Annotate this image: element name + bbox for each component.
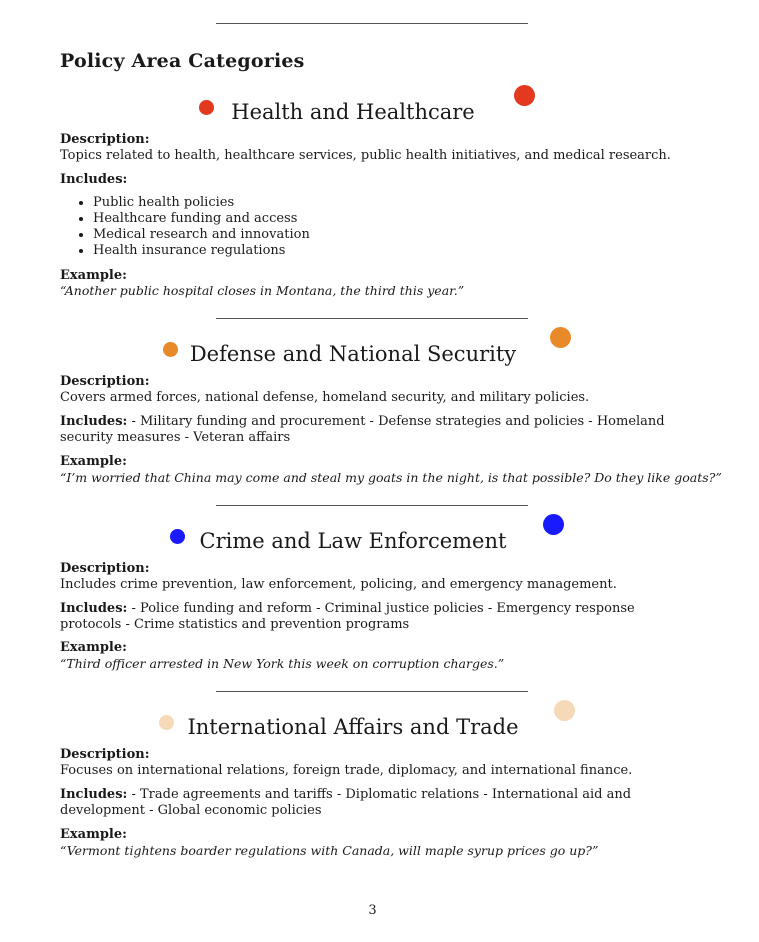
includes-paragraph (60, 787, 700, 819)
description-label: Description: (60, 561, 150, 576)
example-label: Example: (60, 640, 127, 655)
description-text: Covers armed forces, national defense, homeland security, and military policies. (60, 390, 590, 405)
list-item: • Health insurance regulations (93, 243, 310, 259)
list-item: • Healthcare funding and access (93, 211, 310, 227)
includes-text: - Military funding and procurement - Defense strategies and policies - Homeland security measures - Veteran affairs (60, 414, 665, 445)
section-divider (216, 505, 528, 506)
includes-label: Includes: (60, 601, 128, 616)
list-item: • Public health policies (93, 195, 310, 211)
example-text: “Vermont tightens boarder regulations with Canada, will maple syrup prices go up?” (60, 843, 599, 858)
section-title: Crime and Law Enforcement (199, 529, 507, 553)
example-text: “Another public hospital closes in Montana, the third this year.” (60, 283, 465, 298)
description-text: Focuses on international relations, foreign trade, diplomacy, and international finance. (60, 763, 633, 778)
page-number: 3 (368, 903, 377, 918)
includes-list (60, 195, 310, 259)
includes-paragraph (60, 414, 700, 446)
description-label: Description: (60, 132, 150, 147)
includes-paragraph (60, 601, 700, 633)
includes-text: - Trade agreements and tariffs - Diplomatic relations - International aid and development - Global economic policies (60, 787, 632, 818)
description-text: Topics related to health, healthcare services, public health initiatives, and medical research. (60, 148, 671, 163)
section-divider (216, 691, 528, 692)
example-text: “Third officer arrested in New York this week on corruption charges.” (60, 656, 505, 671)
list-item: • Medical research and innovation (93, 227, 310, 243)
top-rule (216, 23, 528, 24)
page-title: Policy Area Categories (60, 50, 305, 72)
section-title: International Affairs and Trade (187, 715, 519, 739)
example-label: Example: (60, 454, 127, 469)
includes-text: - Police funding and reform - Criminal justice policies - Emergency response protocols - Crime statistics and prevention programs (60, 601, 635, 632)
section-divider (216, 318, 528, 319)
includes-label: Includes: (60, 414, 128, 429)
example-text: “I’m worried that China may come and steal my goats in the night, is that possible? Do they like goats?” (60, 470, 722, 485)
section-title: Health and Healthcare (231, 100, 475, 124)
includes-label: Includes: (60, 787, 128, 802)
example-label: Example: (60, 268, 127, 283)
description-label: Description: (60, 747, 150, 762)
description-text: Includes crime prevention, law enforcement, policing, and emergency management. (60, 577, 617, 592)
example-label: Example: (60, 827, 127, 842)
includes-label: Includes: (60, 172, 128, 187)
description-label: Description: (60, 374, 150, 389)
section-title: Defense and National Security (189, 342, 517, 366)
